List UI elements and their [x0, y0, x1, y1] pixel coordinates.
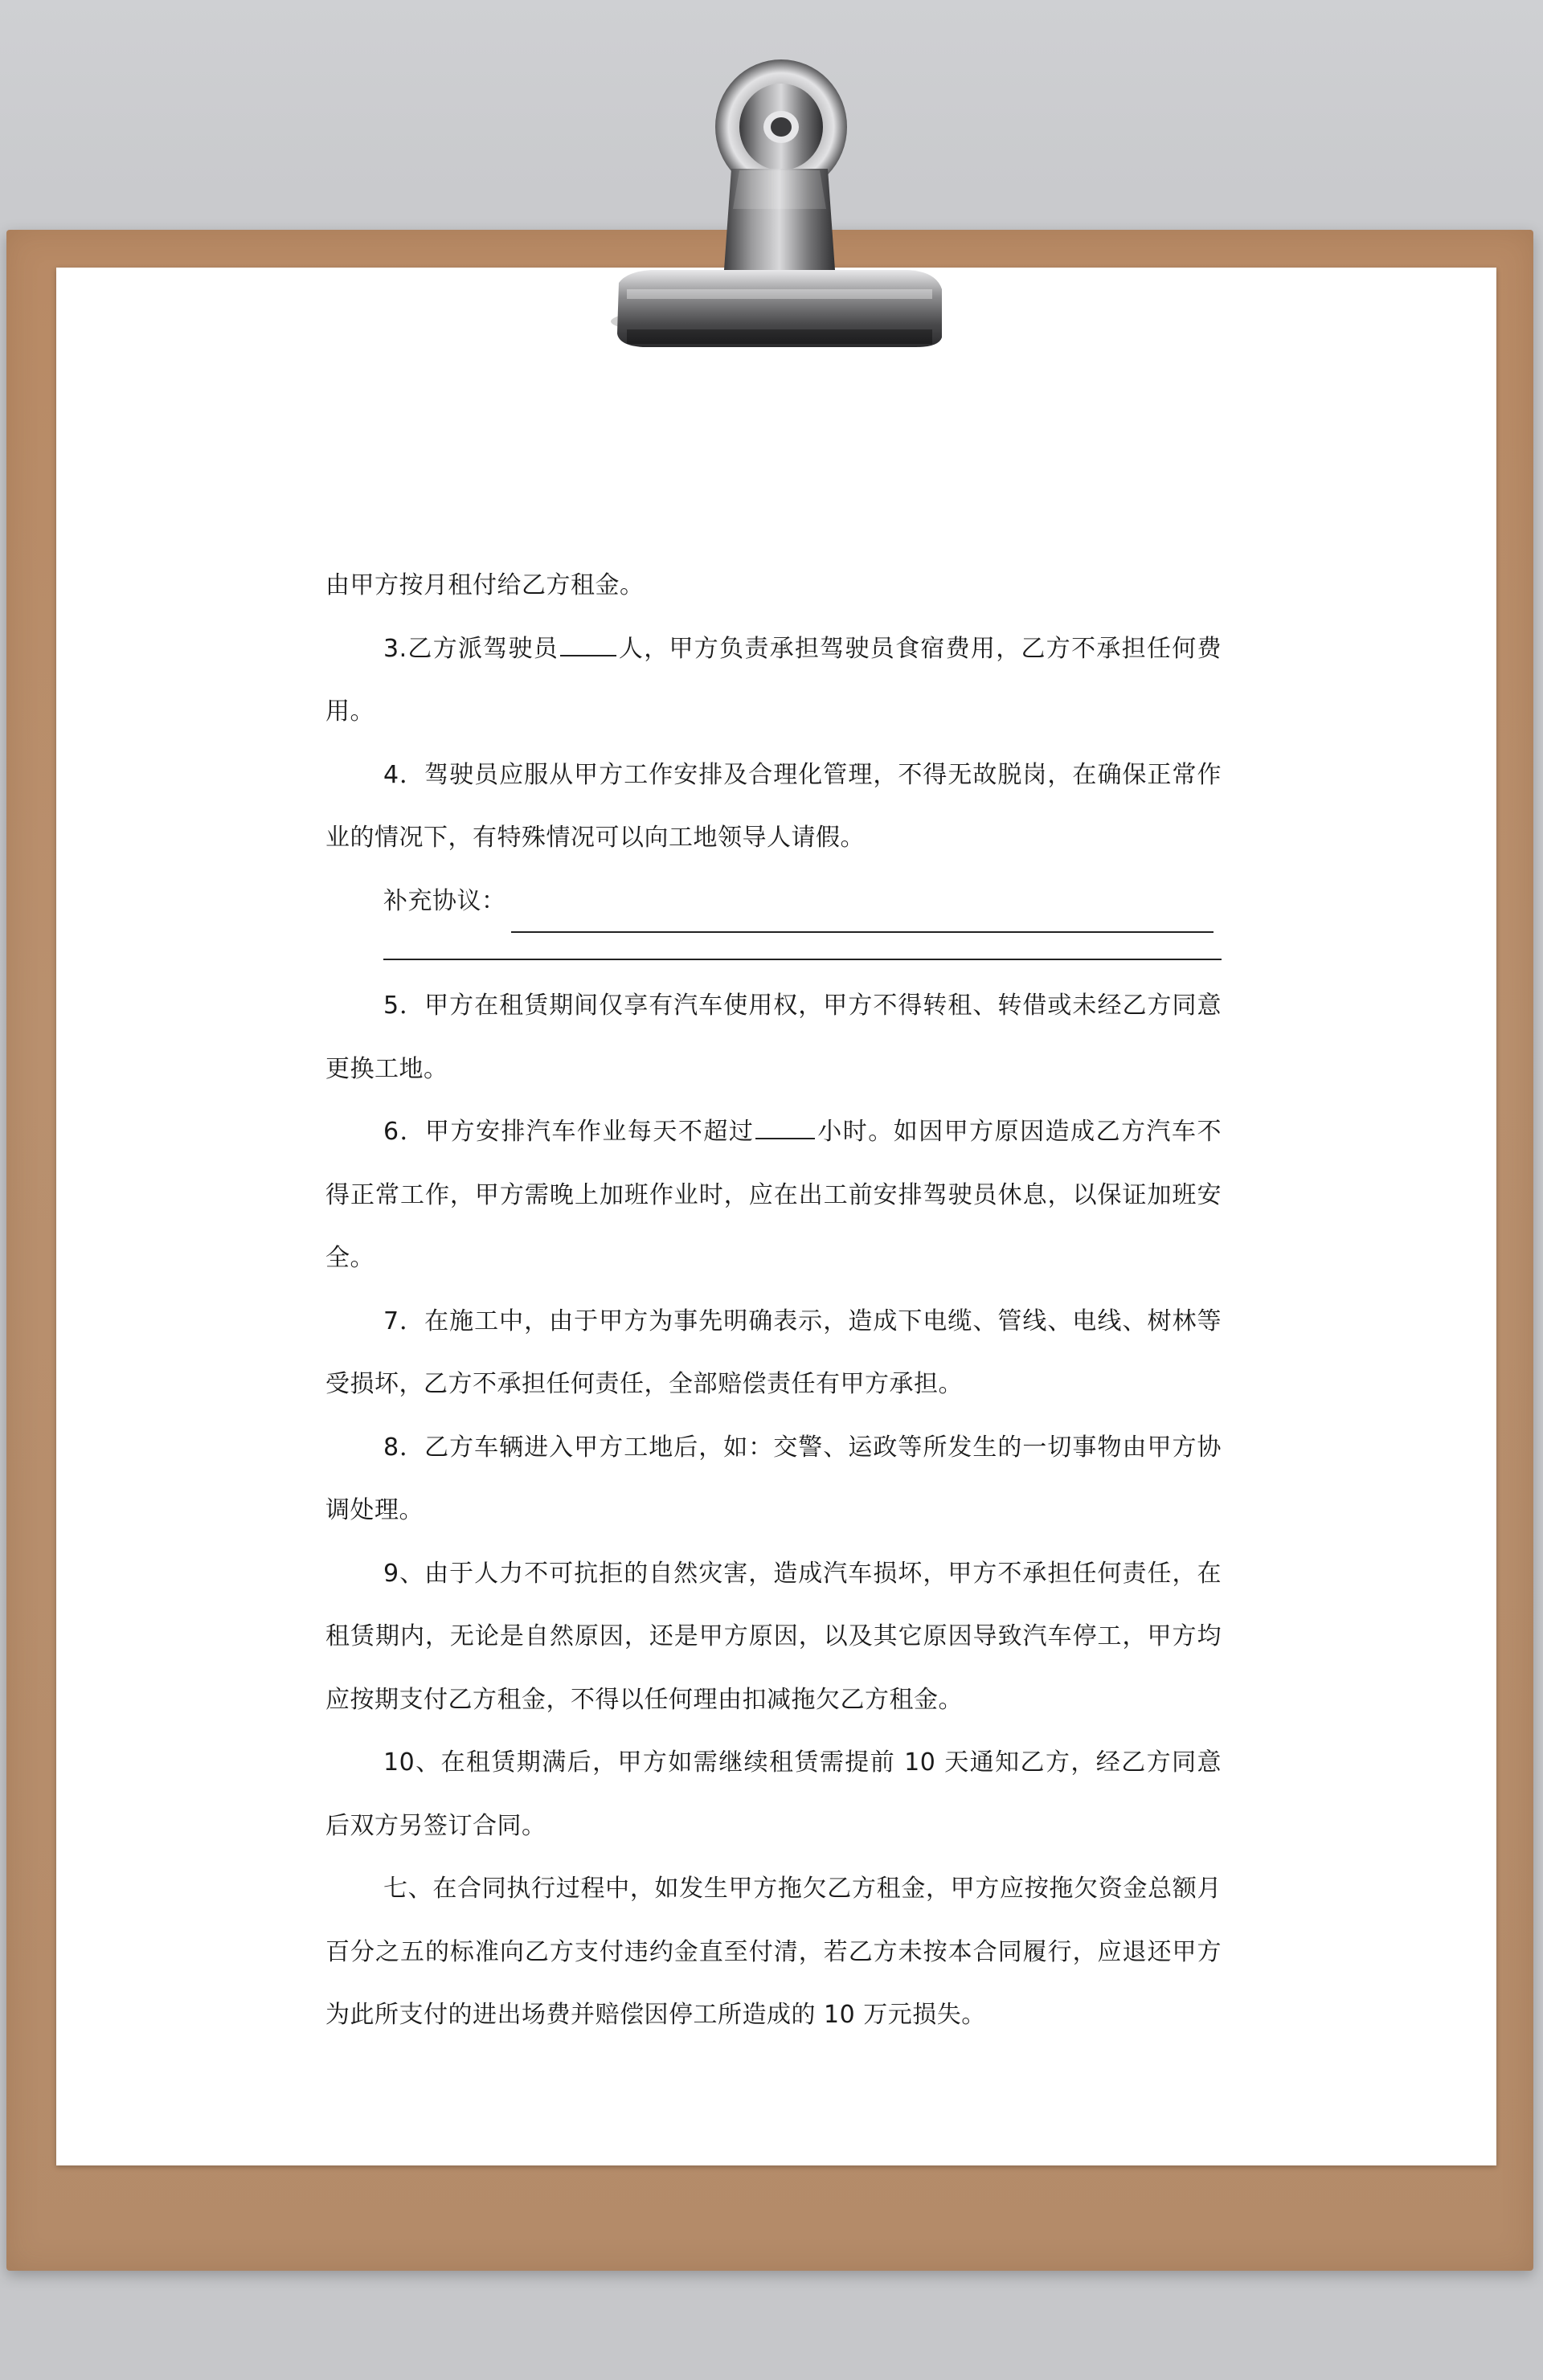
paragraph-5: 5．甲方在租赁期间仅享有汽车使用权，甲方不得转租、转借或未经乙方同意更换工地。: [325, 992, 1222, 1083]
supplement-row: [325, 870, 1222, 934]
binder-clip-icon: [579, 48, 948, 354]
paragraph-3-start: 3.乙方派驾驶员: [383, 634, 559, 663]
paragraph-section-7: 七、在合同执行过程中，如发生甲方拖欠乙方租金，甲方应按拖欠资金总额月百分之五的标准向乙方支付违约金直至付清，若乙方未按本合同履行，应退还甲方为此所支付的进出场费并赔偿因停工所造成的 10 万元损失。: [325, 1875, 1222, 2029]
paragraph-3: [325, 618, 1222, 744]
supplement-label: 补充协议：: [383, 886, 506, 915]
paragraph-rent-payment: 由甲方按月租付给乙方租金。: [325, 571, 645, 599]
paragraph-6-start: 6．甲方安排汽车作业每天不超过: [383, 1118, 755, 1146]
paragraph-7: 7．在施工中，由于甲方为事先明确表示，造成下电缆、管线、电线、树林等受损坏，乙方不承担任何责任，全部赔偿责任有甲方承担。: [325, 1307, 1222, 1398]
paragraph-10: 10、在租赁期满后，甲方如需继续租赁需提前 10 天通知乙方，经乙方同意后双方另签订合同。: [325, 1748, 1222, 1840]
document-body: [325, 554, 1222, 2047]
paragraph-4: 4．驾驶员应服从甲方工作安排及合理化管理，不得无故脱岗，在确保正常作业的情况下，有特殊情况可以向工地领导人请假。: [325, 760, 1222, 852]
paragraph-9: 9、由于人力不可抗拒的自然灾害，造成汽车损坏，甲方不承担任何责任，在租赁期内，无论是自然原因，还是甲方原因，以及其它原因导致汽车停工，甲方均应按期支付乙方租金，不得以任何理由扣减拖欠乙方租金。: [325, 1559, 1222, 1714]
paragraph-6: [325, 1101, 1222, 1290]
driver-count-blank[interactable]: [560, 629, 616, 656]
supplement-line[interactable]: [511, 909, 1214, 933]
paragraph-8: 8．乙方车辆进入甲方工地后，如：交警、运政等所发生的一切事物由甲方协调处理。: [325, 1433, 1222, 1524]
paragraph-3-end: 人，甲方负责承担驾驶员食宿费用，乙方不承担任何费用。: [325, 634, 1222, 726]
hours-blank[interactable]: [755, 1113, 815, 1140]
paragraph-6-end: 小时。如因甲方原因造成乙方汽车不得正常工作，甲方需晚上加班作业时，应在出工前安排驾驶员休息，以保证加班安全。: [325, 1118, 1222, 1272]
supplement-line-2[interactable]: [383, 959, 1222, 960]
